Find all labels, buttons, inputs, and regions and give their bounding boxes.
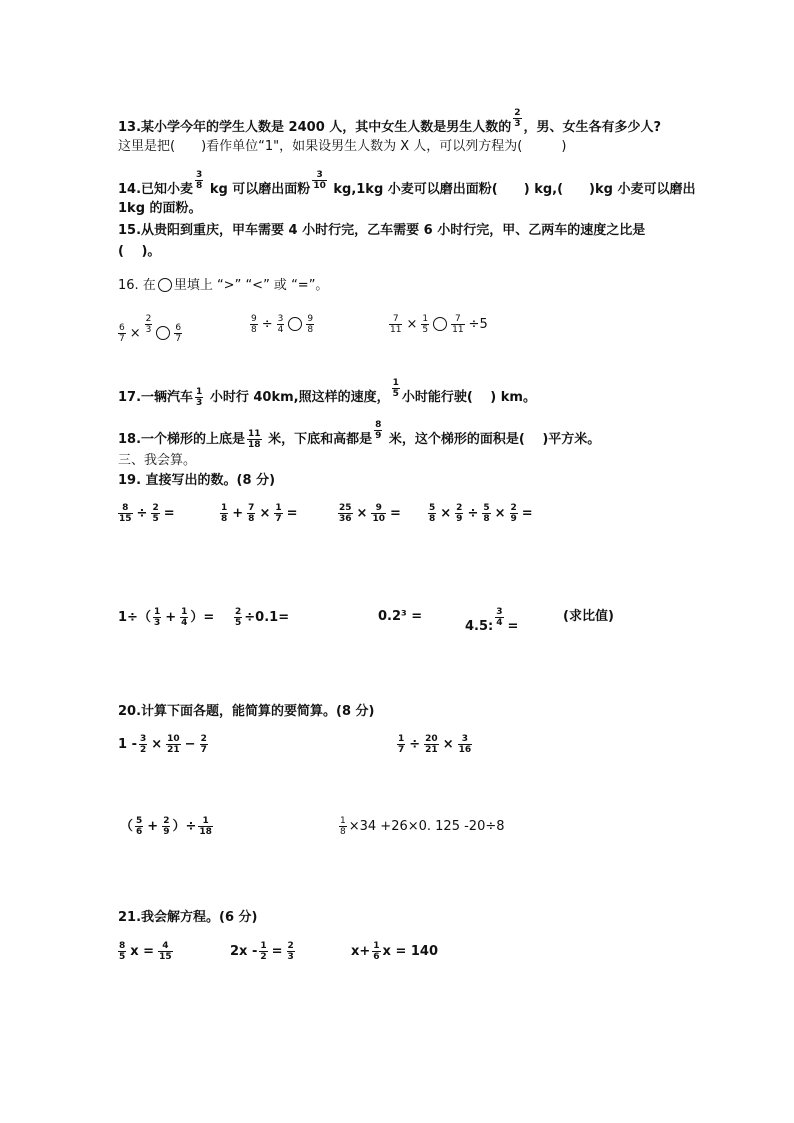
q19-expr-5: 1÷（ $\frac{1}{3}$ + $\frac{1}{4}$ ）= [118,607,215,628]
q16-expr-1: $\frac{6}{7}$ × $\frac{2}{3}$ $\frac{6}{7}$ [119,314,182,344]
q21-equation-1: $\frac{8}{5}$ x = $\frac{4}{15}$ [119,941,172,962]
compare-circle-icon [158,278,172,292]
q20-expr-2: $\frac{1}{7}$ ÷ $\frac{20}{21}$ × $\frac{3}{16}$ [398,734,472,755]
q21-equation-3: x+ $\frac{1}{6}$ x = 140 [351,941,439,962]
q17-line: 17.一辆汽车 $\frac{1}{3}$ 小时行 40km,照这样的速度， $\frac{1}{5}$ 小时能行驶( ) km。 [118,378,536,408]
fraction: $\frac{3}{10}$ [313,170,326,191]
q20-title: 20.计算下面各题，能简算的要简算。(8 分) [118,704,375,719]
answer-circle[interactable] [433,317,447,331]
q19-title: 19. 直接写出的数。(8 分) [118,473,276,488]
q15-line1: 15.从贵阳到重庆，甲车需要 4 小时行完，乙车需要 6 小时行完，甲、乙两车的速度之比是 [118,223,646,238]
q19-expr-8: 4.5: $\frac{3}{4}$ = [465,607,519,634]
fraction: $\frac{2}{3}$ [514,108,521,129]
q20-expr-3: （ $\frac{5}{6}$ + $\frac{2}{9}$ ）÷ $\frac{1}{18}$ [120,816,212,837]
q19-expr-7: 0.2³ = [378,609,423,624]
q19-expr-2: $\frac{1}{8}$ + $\frac{7}{8}$ × $\frac{1}{7}$ = [221,503,298,524]
q19-expr-4: $\frac{5}{8}$ × $\frac{2}{9}$ ÷ $\frac{5}{8}$ × $\frac{2}{9}$ = [429,503,533,524]
q13-line2: 这里是把( )看作单位“1"，如果设男生人数为 X 人，可以列方程为( ) [118,139,567,154]
q15-line2: ( )。 [118,244,161,259]
answer-circle[interactable] [288,317,302,331]
q16-expr-3: $\frac{7}{11}$ × $\frac{1}{5}$ $\frac{7}{11}$ ÷5 [390,314,488,335]
answer-circle[interactable] [156,326,170,340]
q20-expr-1: 1 - $\frac{3}{2}$ × $\frac{10}{21}$ − $\frac{2}{7}$ [118,734,207,755]
q21-title: 21.我会解方程。(6 分) [118,910,258,925]
q16-expr-2: $\frac{9}{8}$ ÷ $\frac{3}{4}$ $\frac{9}{8}$ [251,314,314,335]
q18-line: 18.一个梯形的上底是 $\frac{11}{18}$ 米，下底和高都是 $\frac{8}{9}$ 米，这个梯形的面积是( )平方米。 [118,420,601,450]
q14-line1: 14.已知小麦 $\frac{3}{8}$ kg 可以磨出面粉 $\frac{3}{10}$ kg,1kg 小麦可以磨出面粉( ) kg,( )kg 小麦可以磨出 [118,170,696,197]
q20-expr-4: $\frac{1}{8}$ ×34 +26×0. 125 -20÷8 [340,816,505,837]
q19-expr-1: $\frac{8}{15}$ ÷ $\frac{2}{5}$ = [119,503,175,524]
q19-ratio-note: (求比值) [563,609,614,624]
q13-line1: 13.某小学今年的学生人数是 2400 人，其中女生人数是男生人数的 $\frac{2}{3}$ ，男、女生各有多少人? [118,108,662,135]
section-3-heading: 三、我会算。 [118,453,197,468]
q19-expr-6: $\frac{2}{5}$ ÷0.1= [235,607,290,628]
q19-expr-3: $\frac{25}{36}$ × $\frac{9}{10}$ = [339,503,401,524]
q16-title: 16. 在 里填上 “>” “<” 或 “=”。 [118,278,329,293]
fraction: $\frac{3}{8}$ [196,170,203,191]
q14-line2: 1kg 的面粉。 [118,201,202,216]
q21-equation-2: 2x - $\frac{1}{2}$ = $\frac{2}{3}$ [230,941,294,962]
